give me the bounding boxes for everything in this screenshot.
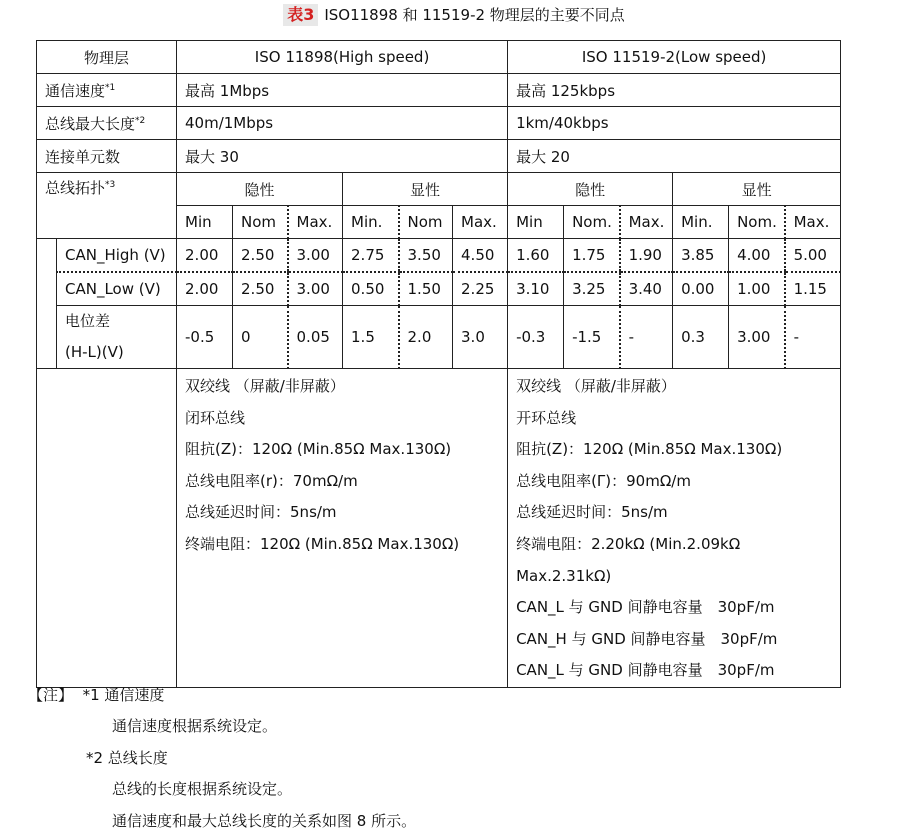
note-bracket: 【注】: [28, 686, 74, 704]
table-number-badge: 表3: [283, 4, 318, 26]
value-cell: -1.5: [564, 306, 620, 369]
value-cell: 1.50: [399, 272, 453, 306]
note-line: 总线延迟时间：5ns/m: [185, 503, 337, 522]
footnote-line: [28, 680, 888, 711]
value-cell: 0.50: [343, 272, 399, 306]
value-cell: 最大 30: [177, 140, 508, 173]
value-cell: -0.3: [508, 306, 564, 369]
value-cell: 2.00: [177, 272, 233, 306]
value-cell: -: [785, 306, 841, 369]
value-cell: 2.25: [453, 272, 508, 306]
value-cell: 2.00: [177, 239, 233, 273]
value-cell: 2.50: [233, 272, 288, 306]
param-label-line: (H-L)(V): [65, 343, 124, 361]
value-cell: 0.00: [673, 272, 729, 306]
value-cell: 0: [233, 306, 288, 369]
row-label-text: 总线最大长度: [45, 114, 136, 133]
value-cell: 1.60: [508, 239, 564, 273]
value-cell: 1.90: [620, 239, 673, 273]
header-cell: 物理层: [37, 41, 177, 74]
sub-header: Max.: [620, 206, 673, 239]
note-line: CAN_H 与 GND 间静电容量 30pF/m: [516, 629, 778, 648]
table-row: [37, 306, 841, 369]
footnote-title: *1 通信速度: [82, 686, 165, 704]
note-line: 双绞线 （屏蔽/非屏蔽）: [516, 377, 676, 395]
value-cell: 1.5: [343, 306, 399, 369]
row-label: [37, 173, 177, 239]
value-cell: 最高 1Mbps: [177, 74, 508, 107]
value-cell: 0.05: [288, 306, 343, 369]
value-cell: 3.85: [673, 239, 729, 273]
note-line: 总线电阻率(r)：70mΩ/m: [185, 471, 358, 490]
value-cell: -: [620, 306, 673, 369]
empty-cell: [37, 369, 177, 688]
note-line: 开环总线: [516, 408, 577, 427]
value-cell: 4.50: [453, 239, 508, 273]
table-title-text: ISO11898 和 11519-2 物理层的主要不同点: [324, 6, 625, 24]
table-row: [37, 41, 841, 74]
value-cell: 5.00: [785, 239, 841, 273]
value-cell: 3.00: [288, 239, 343, 273]
value-cell: 最高 125kbps: [508, 74, 841, 107]
param-label: [57, 306, 177, 369]
row-label-text: 通信速度: [45, 81, 106, 100]
footnote-text: 通信速度根据系统设定。: [112, 717, 278, 736]
param-label-line: 电位差: [65, 312, 111, 330]
footnote-ref: *3: [105, 180, 116, 190]
value-cell: 3.25: [564, 272, 620, 306]
sub-header: Min: [508, 206, 564, 239]
sub-header: Max.: [288, 206, 343, 239]
indent-cell: [37, 239, 57, 369]
sub-header: Min.: [673, 206, 729, 239]
value-cell: 4.00: [729, 239, 785, 273]
value-cell: 40m/1Mbps: [177, 107, 508, 140]
state-dominant: 显性: [343, 173, 508, 206]
row-label-text: 总线拓扑: [45, 179, 106, 197]
value-cell: 2.50: [233, 239, 288, 273]
sub-header: Nom.: [564, 206, 620, 239]
value-cell: 3.40: [620, 272, 673, 306]
value-cell: 最大 20: [508, 140, 841, 173]
header-cell: ISO 11519-2(Low speed): [508, 41, 841, 74]
sub-header: Min.: [343, 206, 399, 239]
note-line: 阻抗(Z)：120Ω (Min.85Ω Max.130Ω): [516, 440, 783, 459]
value-cell: 0.3: [673, 306, 729, 369]
note-line: CAN_L 与 GND 间静电容量 30pF/m: [516, 598, 775, 617]
note-line: CAN_L 与 GND 间静电容量 30pF/m: [516, 661, 775, 680]
footnote-ref: *1: [105, 82, 116, 93]
state-dominant: 显性: [673, 173, 841, 206]
hs-notes: [177, 369, 508, 688]
note-line: 双绞线 （屏蔽/非屏蔽）: [185, 377, 345, 395]
table-row: [37, 272, 841, 306]
sub-header: Nom: [233, 206, 288, 239]
footnotes: [28, 680, 888, 837]
table-row: [37, 239, 841, 273]
value-cell: 3.10: [508, 272, 564, 306]
value-cell: 1.75: [564, 239, 620, 273]
sub-header: Nom.: [729, 206, 785, 239]
state-recessive: 隐性: [177, 173, 343, 206]
value-cell: 2.0: [399, 306, 453, 369]
table-row: [37, 173, 841, 206]
value-cell: 3.00: [729, 306, 785, 369]
param-label: CAN_Low (V): [57, 272, 177, 306]
value-cell: 1.00: [729, 272, 785, 306]
footnote-text: 总线的长度根据系统设定。: [112, 780, 293, 799]
state-recessive: 隐性: [508, 173, 673, 206]
note-line: 阻抗(Z)：120Ω (Min.85Ω Max.130Ω): [185, 440, 452, 459]
ls-notes: [508, 369, 841, 688]
value-cell: 1.15: [785, 272, 841, 306]
note-line: 闭环总线: [185, 408, 246, 427]
note-line: 终端电阻：2.20kΩ (Min.2.09kΩ: [516, 534, 741, 553]
note-line: 总线延迟时间：5ns/m: [516, 503, 668, 522]
footnote-text: 通信速度和最大总线长度的关系如图 8 所示。: [112, 811, 417, 830]
footnote-ref: *2: [135, 115, 146, 126]
table-row: [37, 107, 841, 140]
row-label: [37, 74, 177, 107]
spec-table: [36, 40, 841, 688]
note-line: 终端电阻：120Ω (Min.85Ω Max.130Ω): [185, 534, 460, 553]
table-row: [37, 140, 841, 173]
table-title: [0, 4, 908, 28]
value-cell: -0.5: [177, 306, 233, 369]
note-line: Max.2.31kΩ): [516, 566, 612, 585]
row-label: 连接单元数: [37, 140, 177, 173]
sub-header: Max.: [453, 206, 508, 239]
footnote-title: *2 总线长度: [86, 748, 168, 767]
note-line: 总线电阻率(Γ)：90mΩ/m: [516, 471, 691, 490]
value-cell: 3.0: [453, 306, 508, 369]
header-cell: ISO 11898(High speed): [177, 41, 508, 74]
table-row: [37, 74, 841, 107]
row-label: [37, 107, 177, 140]
param-label: CAN_High (V): [57, 239, 177, 273]
sub-header: Min: [177, 206, 233, 239]
value-cell: 2.75: [343, 239, 399, 273]
table-row: [37, 369, 841, 688]
value-cell: 3.00: [288, 272, 343, 306]
sub-header: Nom: [399, 206, 453, 239]
sub-header: Max.: [785, 206, 841, 239]
value-cell: 1km/40kbps: [508, 107, 841, 140]
value-cell: 3.50: [399, 239, 453, 273]
